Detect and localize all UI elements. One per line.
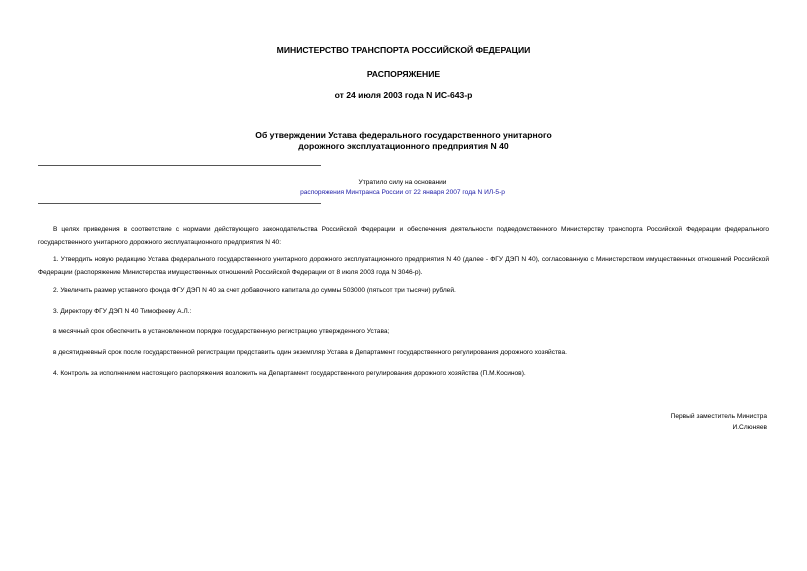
repeal-document-link[interactable]: распоряжения Минтранса России от 22 января 2007 года N ИЛ-5-р [300,189,505,196]
document-title-line-2: дорожного эксплуатационного предприятия N 40 [298,141,509,151]
document-title-line-1: Об утверждении Устава федерального государственного унитарного [255,130,552,140]
document-date-number: от 24 июля 2003 года N ИС-643-р [334,90,473,100]
status-note [290,178,515,198]
ministry-heading: МИНИСТЕРСТВО ТРАНСПОРТА РОССИЙСКОЙ ФЕДЕРАЦИИ [276,45,531,55]
item-3-subparagraph-2: в десятидневный срок после государственной регистрации представить один экземпляр Устава в Департамент государственного регулирования дорожного хозяйства. [53,349,567,356]
document-type: РАСПОРЯЖЕНИЕ [366,69,441,79]
item-4-paragraph: 4. Контроль за исполнением настоящего распоряжения возложить на Департамент государственного регулирования дорожного хозяйства (П.М.Косинов). [53,370,526,377]
item-2-paragraph: 2. Увеличить размер уставного фонда ФГУ ДЭП N 40 за счет добавочного капитала до суммы 503000 (пятьсот три тысячи) рублей. [53,287,456,294]
status-divider [38,203,321,204]
item-1-paragraph: 1. Утвердить новую редакцию Устава федерального государственного унитарного дорожного эксплуатационного предприятия N 40 (далее - ФГУ ДЭП N 40), согласованную с Министерством имущественных отношений Российской Федерации (распоряжение Министерства имущественных отношений Российской Федерации от 8 июля 2003 года N 3046-р). [38,256,769,276]
status-note-text: Утратило силу на основании [358,179,447,186]
item-3-paragraph: 3. Директору ФГУ ДЭП N 40 Тимофееву А.Л.: [53,308,192,315]
signature-name: И.Слюняев [732,424,767,431]
item-3-subparagraph-1: в месячный срок обеспечить в установленном порядке государственную регистрацию утвержденного Устава; [53,328,390,335]
signature-position: Первый заместитель Министра [670,413,767,420]
title-divider [38,165,321,166]
preamble-paragraph: В целях приведения в соответствие с нормами действующего законодательства Российской Федерации и обеспечения деятельности подведомственного Министерству транспорта Российской Федерации федерального государственного унитарного дорожного эксплуатационного предприятия N 40: [38,226,769,246]
